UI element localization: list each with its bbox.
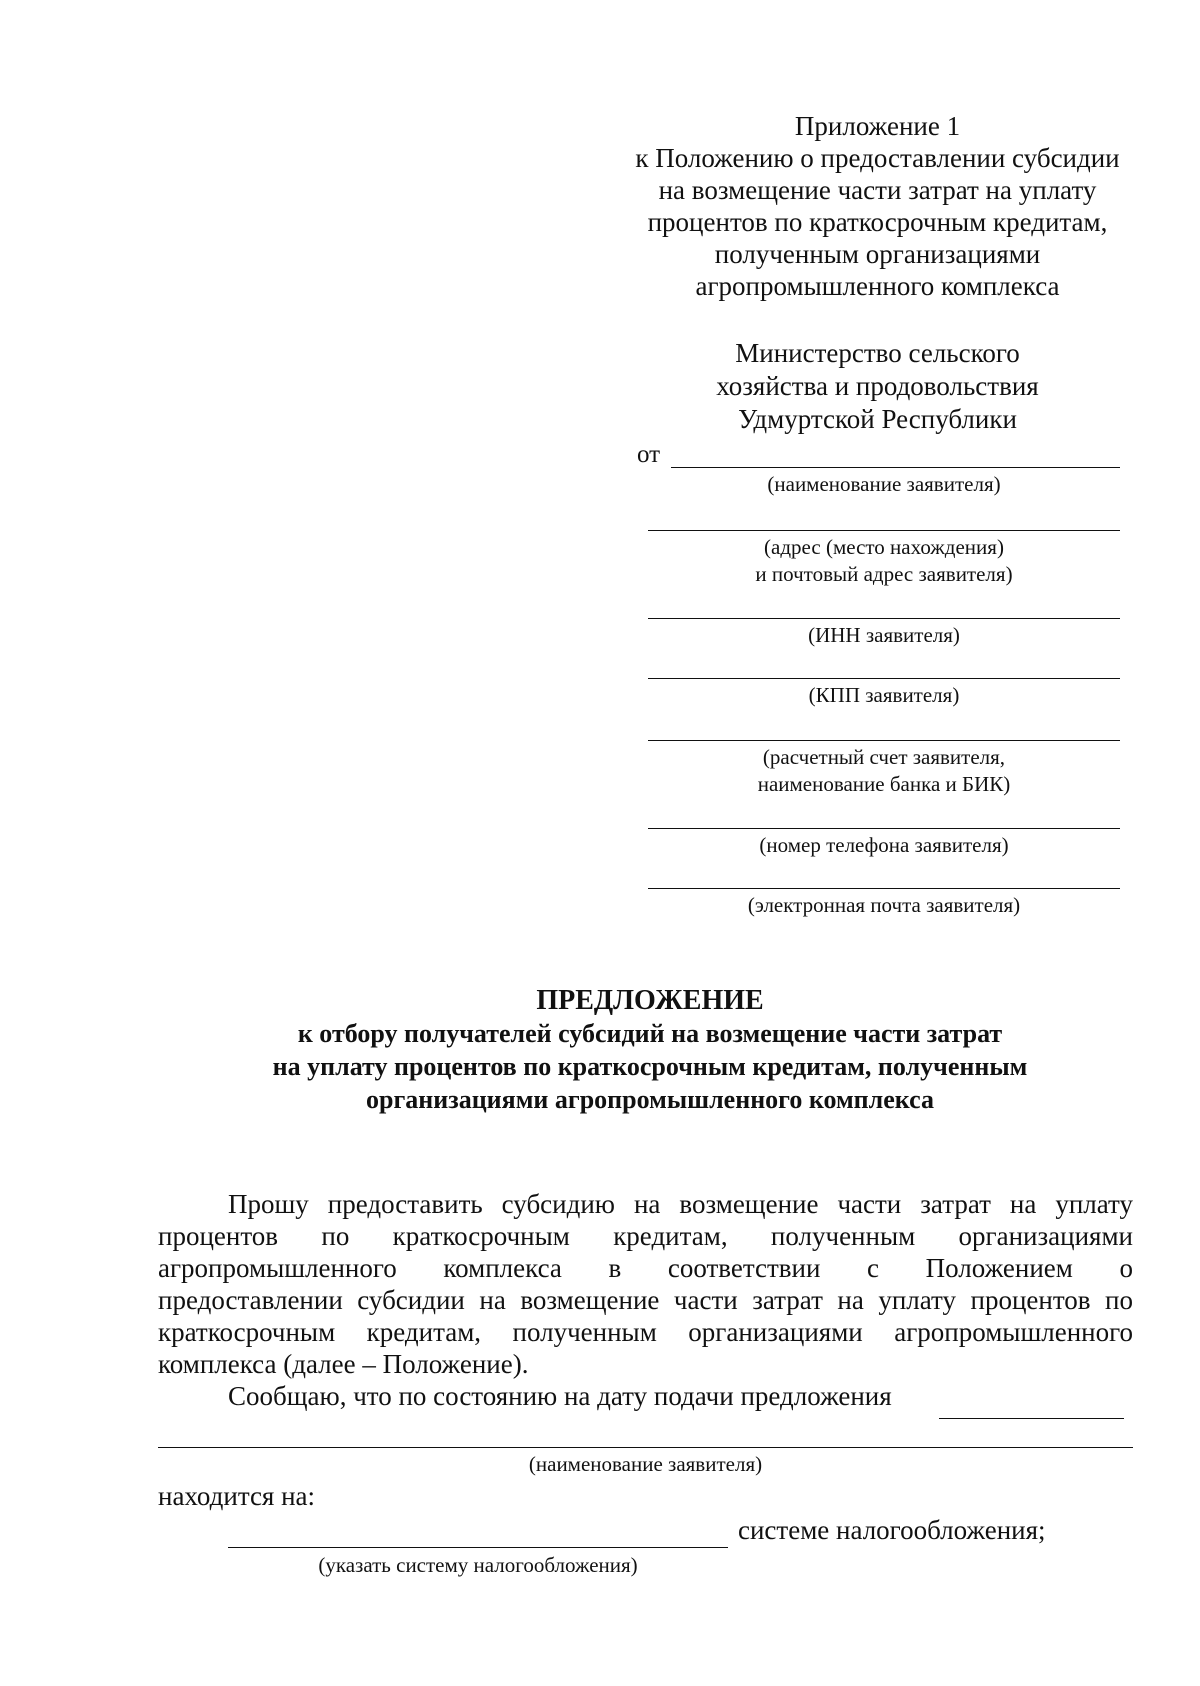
annex-line: процентов по краткосрочным кредитам, <box>647 207 1108 237</box>
field-caption: (наименование заявителя) <box>767 472 1001 496</box>
from-label: от <box>637 441 661 468</box>
title-subtitle-line: организациями агропромышленного комплекса <box>366 1085 934 1114</box>
annex-header <box>600 110 1155 302</box>
annex-line: к Положению о предоставлении субсидии <box>635 143 1120 173</box>
annex-line: полученным организациями <box>714 239 1041 269</box>
applicant-name-body-field[interactable] <box>158 1447 1133 1448</box>
located-on-text: находится на: <box>158 1481 316 1511</box>
title-subtitle-line: на уплату процентов по краткосрочным кредитам, полученным <box>272 1052 1028 1081</box>
tax-system-text: системе налогообложения; <box>738 1515 1046 1545</box>
tax-system-field[interactable] <box>228 1547 728 1548</box>
paragraph-line: агропромышленного комплекса в соответствии с Положением о <box>158 1253 1133 1283</box>
field-caption: (электронная почта заявителя) <box>747 893 1021 917</box>
title-subtitle-line: к отбору получателей субсидий на возмещение части затрат <box>297 1019 1003 1048</box>
body-text <box>158 1188 1133 1412</box>
paragraph-line: предоставлении субсидии на возмещение части затрат на уплату процентов по <box>158 1285 1133 1315</box>
paragraph-line: Сообщаю, что по состоянию на дату подачи предложения <box>228 1381 892 1411</box>
applicant-kpp-field[interactable] <box>648 678 1120 679</box>
title-heading: ПРЕДЛОЖЕНИЕ <box>536 985 764 1016</box>
paragraph-line: Прошу предоставить субсидию на возмещение части затрат на уплату <box>228 1189 1133 1219</box>
submission-date-field[interactable] <box>939 1418 1124 1419</box>
applicant-address-field[interactable] <box>648 530 1120 531</box>
annex-line: агропромышленного комплекса <box>695 271 1060 301</box>
field-caption: (ИНН заявителя) <box>808 623 960 647</box>
field-caption: (КПП заявителя) <box>808 683 960 707</box>
field-caption: (расчетный счет заявителя, наименование банка и БИК) <box>757 745 1011 796</box>
applicant-email-field[interactable] <box>648 888 1120 889</box>
paragraph-line: краткосрочным кредитам, полученным организациями агропромышленного <box>158 1317 1133 1347</box>
paragraph-line: процентов по краткосрочным кредитам, полученным организациями <box>158 1221 1133 1251</box>
field-caption: (адрес (место нахождения) и почтовый адрес заявителя) <box>755 535 1013 586</box>
field-caption: (наименование заявителя) <box>528 1452 763 1476</box>
applicant-name-field[interactable] <box>671 467 1120 468</box>
field-caption: (указать систему налогообложения) <box>318 1553 638 1577</box>
applicant-inn-field[interactable] <box>648 618 1120 619</box>
addressee-line: Министерство сельского <box>735 338 1020 368</box>
paragraph-line: комплекса (далее – Положение). <box>158 1349 529 1379</box>
addressee-block <box>600 337 1155 436</box>
applicant-bank-account-field[interactable] <box>648 740 1120 741</box>
applicant-phone-field[interactable] <box>648 828 1120 829</box>
annex-line: Приложение 1 <box>794 111 961 141</box>
annex-line: на возмещение части затрат на уплату <box>658 175 1097 205</box>
addressee-line: Удмуртской Республики <box>738 404 1017 434</box>
addressee-line: хозяйства и продовольствия <box>716 371 1039 401</box>
document-title <box>150 985 1150 1116</box>
field-caption: (номер телефона заявителя) <box>759 833 1009 857</box>
